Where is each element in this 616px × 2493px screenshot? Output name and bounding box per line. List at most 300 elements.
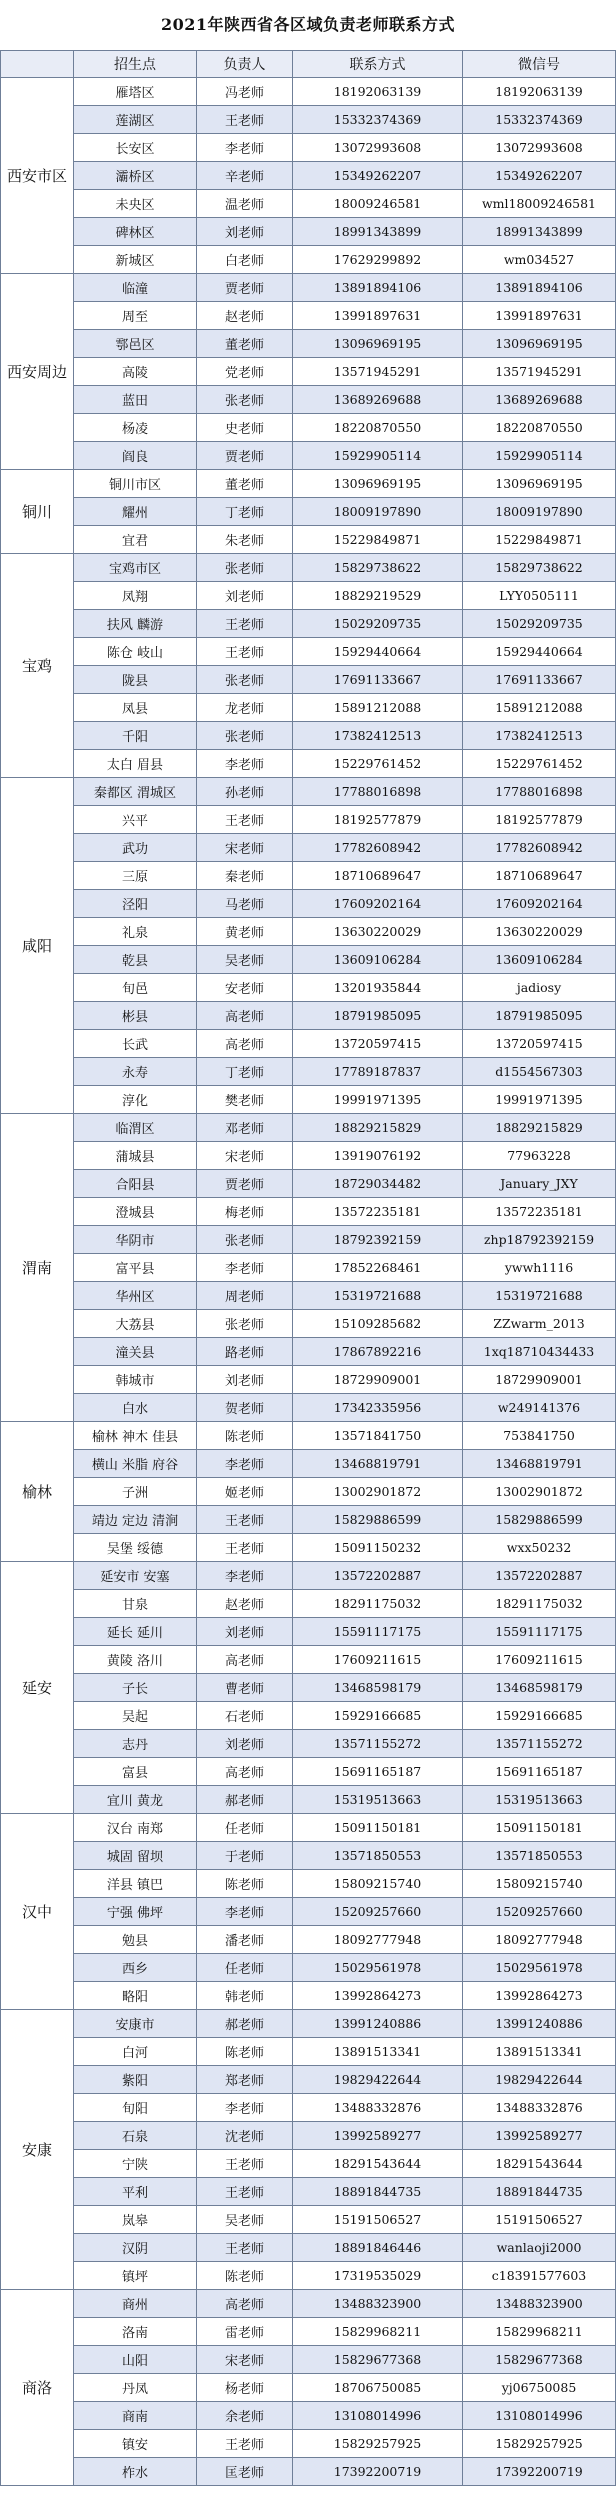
table-row xyxy=(1,190,616,218)
enrollment-point-cell: 靖边 定边 清涧 xyxy=(74,1506,197,1534)
phone-cell: 18729034482 xyxy=(293,1170,463,1198)
phone-cell: 13201935844 xyxy=(293,974,463,1002)
wechat-cell: 15691165187 xyxy=(463,1758,616,1786)
phone-cell: 13096969195 xyxy=(293,330,463,358)
table-row xyxy=(1,1338,616,1366)
phone-cell: 17392200719 xyxy=(293,2458,463,2486)
table-row xyxy=(1,1758,616,1786)
contact-person-cell: 温老师 xyxy=(197,190,293,218)
wechat-cell: 15829886599 xyxy=(463,1506,616,1534)
table-row xyxy=(1,638,616,666)
table-row xyxy=(1,218,616,246)
enrollment-point-cell: 商南 xyxy=(74,2402,197,2430)
table-row xyxy=(1,1870,616,1898)
phone-cell: 19829422644 xyxy=(293,2066,463,2094)
contact-person-cell: 余老师 xyxy=(197,2402,293,2430)
table-row xyxy=(1,1310,616,1338)
enrollment-point-cell: 柞水 xyxy=(74,2458,197,2486)
contact-person-cell: 韩老师 xyxy=(197,1982,293,2010)
contact-person-cell: 陈老师 xyxy=(197,2038,293,2066)
enrollment-point-cell: 未央区 xyxy=(74,190,197,218)
contact-person-cell: 王老师 xyxy=(197,2150,293,2178)
contact-person-cell: 石老师 xyxy=(197,1702,293,1730)
phone-cell: 18710689647 xyxy=(293,862,463,890)
contact-person-cell: 李老师 xyxy=(197,2094,293,2122)
phone-cell: 15109285682 xyxy=(293,1310,463,1338)
table-row xyxy=(1,1030,616,1058)
contact-table xyxy=(0,50,616,2486)
wechat-cell: 15229849871 xyxy=(463,526,616,554)
contact-person-cell: 王老师 xyxy=(197,1534,293,1562)
region-cell: 安康 xyxy=(1,2010,74,2290)
table-row xyxy=(1,1786,616,1814)
table-row xyxy=(1,1842,616,1870)
contact-person-cell: 张老师 xyxy=(197,554,293,582)
wechat-cell: 15829257925 xyxy=(463,2430,616,2458)
wechat-cell: 15091150181 xyxy=(463,1814,616,1842)
phone-cell: 15029209735 xyxy=(293,610,463,638)
table-row xyxy=(1,2458,616,2486)
contact-person-cell: 马老师 xyxy=(197,890,293,918)
enrollment-point-cell: 镇坪 xyxy=(74,2262,197,2290)
phone-cell: 13571155272 xyxy=(293,1730,463,1758)
contact-person-cell: 任老师 xyxy=(197,1814,293,1842)
table-body xyxy=(1,78,616,2486)
wechat-cell: 15591117175 xyxy=(463,1618,616,1646)
table-row xyxy=(1,778,616,806)
phone-cell: 17382412513 xyxy=(293,722,463,750)
contact-person-cell: 曹老师 xyxy=(197,1674,293,1702)
table-row xyxy=(1,386,616,414)
contact-person-cell: 高老师 xyxy=(197,1758,293,1786)
phone-cell: 17609211615 xyxy=(293,1646,463,1674)
enrollment-point-cell: 丹凤 xyxy=(74,2374,197,2402)
contact-person-cell: 王老师 xyxy=(197,638,293,666)
contact-person-cell: 张老师 xyxy=(197,386,293,414)
wechat-cell: 17788016898 xyxy=(463,778,616,806)
table-row xyxy=(1,1506,616,1534)
enrollment-point-cell: 千阳 xyxy=(74,722,197,750)
table-row xyxy=(1,694,616,722)
wechat-cell: 13572235181 xyxy=(463,1198,616,1226)
table-row xyxy=(1,1618,616,1646)
table-row xyxy=(1,1926,616,1954)
phone-cell: 18291543644 xyxy=(293,2150,463,2178)
table-row xyxy=(1,806,616,834)
wechat-cell: 1xq18710434433 xyxy=(463,1338,616,1366)
table-row xyxy=(1,2122,616,2150)
enrollment-point-cell: 洋县 镇巴 xyxy=(74,1870,197,1898)
wechat-cell: 13468598179 xyxy=(463,1674,616,1702)
wechat-cell: 13571850553 xyxy=(463,1842,616,1870)
wechat-cell: 13096969195 xyxy=(463,470,616,498)
enrollment-point-cell: 凤县 xyxy=(74,694,197,722)
phone-cell: 13488323900 xyxy=(293,2290,463,2318)
wechat-cell: wanlaoji2000 xyxy=(463,2234,616,2262)
enrollment-point-cell: 西乡 xyxy=(74,1954,197,1982)
region-cell: 铜川 xyxy=(1,470,74,554)
contact-person-cell: 匡老师 xyxy=(197,2458,293,2486)
contact-person-cell: 秦老师 xyxy=(197,862,293,890)
phone-cell: 15349262207 xyxy=(293,162,463,190)
enrollment-point-cell: 三原 xyxy=(74,862,197,890)
enrollment-point-cell: 华阴市 xyxy=(74,1226,197,1254)
wechat-cell: 18009197890 xyxy=(463,498,616,526)
wechat-cell: w249141376 xyxy=(463,1394,616,1422)
enrollment-point-cell: 永寿 xyxy=(74,1058,197,1086)
enrollment-point-cell: 石泉 xyxy=(74,2122,197,2150)
table-row xyxy=(1,862,616,890)
table-row xyxy=(1,918,616,946)
phone-cell: 15891212088 xyxy=(293,694,463,722)
enrollment-point-cell: 宁陕 xyxy=(74,2150,197,2178)
table-row xyxy=(1,302,616,330)
enrollment-point-cell: 宝鸡市区 xyxy=(74,554,197,582)
wechat-cell: 18991343899 xyxy=(463,218,616,246)
enrollment-point-cell: 武功 xyxy=(74,834,197,862)
phone-cell: 18991343899 xyxy=(293,218,463,246)
wechat-cell: 13468819791 xyxy=(463,1450,616,1478)
wechat-cell: 13096969195 xyxy=(463,330,616,358)
contact-person-cell: 吴老师 xyxy=(197,946,293,974)
contact-person-cell: 高老师 xyxy=(197,1646,293,1674)
contact-person-cell: 高老师 xyxy=(197,1030,293,1058)
table-row xyxy=(1,134,616,162)
contact-person-cell: 张老师 xyxy=(197,1310,293,1338)
table-row xyxy=(1,1730,616,1758)
table-row xyxy=(1,2178,616,2206)
wechat-cell: yj06750085 xyxy=(463,2374,616,2402)
enrollment-point-cell: 吴堡 绥德 xyxy=(74,1534,197,1562)
enrollment-point-cell: 略阳 xyxy=(74,1982,197,2010)
enrollment-point-cell: 乾县 xyxy=(74,946,197,974)
table-header-row xyxy=(1,51,616,78)
contact-person-cell: 贺老师 xyxy=(197,1394,293,1422)
contact-person-cell: 李老师 xyxy=(197,134,293,162)
enrollment-point-cell: 合阳县 xyxy=(74,1170,197,1198)
header-phone: 联系方式 xyxy=(293,51,463,78)
wechat-cell: 18092777948 xyxy=(463,1926,616,1954)
page-title: 2021年陕西省各区域负责老师联系方式 xyxy=(160,15,456,34)
phone-cell: 15191506527 xyxy=(293,2206,463,2234)
enrollment-point-cell: 华州区 xyxy=(74,1282,197,1310)
wechat-cell: 15229761452 xyxy=(463,750,616,778)
contact-person-cell: 贾老师 xyxy=(197,442,293,470)
table-row xyxy=(1,1058,616,1086)
enrollment-point-cell: 兴平 xyxy=(74,806,197,834)
table-row xyxy=(1,1198,616,1226)
enrollment-point-cell: 甘泉 xyxy=(74,1590,197,1618)
phone-cell: 18792392159 xyxy=(293,1226,463,1254)
contact-person-cell: 刘老师 xyxy=(197,218,293,246)
wechat-cell: 15349262207 xyxy=(463,162,616,190)
phone-cell: 17788016898 xyxy=(293,778,463,806)
table-row xyxy=(1,470,616,498)
phone-cell: 13891894106 xyxy=(293,274,463,302)
phone-cell: 15332374369 xyxy=(293,106,463,134)
contact-person-cell: 张老师 xyxy=(197,722,293,750)
enrollment-point-cell: 陇县 xyxy=(74,666,197,694)
enrollment-point-cell: 勉县 xyxy=(74,1926,197,1954)
table-row xyxy=(1,2150,616,2178)
wechat-cell: jadiosy xyxy=(463,974,616,1002)
contact-person-cell: 路老师 xyxy=(197,1338,293,1366)
contact-person-cell: 王老师 xyxy=(197,2234,293,2262)
contact-person-cell: 史老师 xyxy=(197,414,293,442)
enrollment-point-cell: 秦都区 渭城区 xyxy=(74,778,197,806)
enrollment-point-cell: 子洲 xyxy=(74,1478,197,1506)
enrollment-point-cell: 澄城县 xyxy=(74,1198,197,1226)
table-row xyxy=(1,274,616,302)
wechat-cell: 15929166685 xyxy=(463,1702,616,1730)
wechat-cell: 13991240886 xyxy=(463,2010,616,2038)
wechat-cell: wm034527 xyxy=(463,246,616,274)
enrollment-point-cell: 礼泉 xyxy=(74,918,197,946)
enrollment-point-cell: 延长 延川 xyxy=(74,1618,197,1646)
wechat-cell: d1554567303 xyxy=(463,1058,616,1086)
phone-cell: 17342335956 xyxy=(293,1394,463,1422)
phone-cell: 18220870550 xyxy=(293,414,463,442)
wechat-cell: zhp18792392159 xyxy=(463,1226,616,1254)
table-row xyxy=(1,2262,616,2290)
contact-person-cell: 孙老师 xyxy=(197,778,293,806)
enrollment-point-cell: 淳化 xyxy=(74,1086,197,1114)
contact-person-cell: 白老师 xyxy=(197,246,293,274)
wechat-cell: 13720597415 xyxy=(463,1030,616,1058)
enrollment-point-cell: 临渭区 xyxy=(74,1114,197,1142)
contact-person-cell: 刘老师 xyxy=(197,1366,293,1394)
contact-person-cell: 王老师 xyxy=(197,106,293,134)
wechat-cell: 17609211615 xyxy=(463,1646,616,1674)
enrollment-point-cell: 镇安 xyxy=(74,2430,197,2458)
enrollment-point-cell: 铜川市区 xyxy=(74,470,197,498)
contact-person-cell: 刘老师 xyxy=(197,582,293,610)
contact-person-cell: 任老师 xyxy=(197,1954,293,1982)
contact-person-cell: 陈老师 xyxy=(197,1870,293,1898)
table-row xyxy=(1,1450,616,1478)
wechat-cell: 13891894106 xyxy=(463,274,616,302)
wechat-cell: 18791985095 xyxy=(463,1002,616,1030)
enrollment-point-cell: 泾阳 xyxy=(74,890,197,918)
table-row xyxy=(1,2346,616,2374)
enrollment-point-cell: 宁强 佛坪 xyxy=(74,1898,197,1926)
enrollment-point-cell: 白河 xyxy=(74,2038,197,2066)
table-row xyxy=(1,974,616,1002)
enrollment-point-cell: 白水 xyxy=(74,1394,197,1422)
phone-cell: 15229849871 xyxy=(293,526,463,554)
table-row xyxy=(1,162,616,190)
phone-cell: 17789187837 xyxy=(293,1058,463,1086)
table-row xyxy=(1,414,616,442)
phone-cell: 18009246581 xyxy=(293,190,463,218)
table-row xyxy=(1,2402,616,2430)
contact-person-cell: 邓老师 xyxy=(197,1114,293,1142)
enrollment-point-cell: 黄陵 洛川 xyxy=(74,1646,197,1674)
wechat-cell: 19991971395 xyxy=(463,1086,616,1114)
enrollment-point-cell: 富平县 xyxy=(74,1254,197,1282)
enrollment-point-cell: 洛南 xyxy=(74,2318,197,2346)
phone-cell: 17319535029 xyxy=(293,2262,463,2290)
enrollment-point-cell: 阎良 xyxy=(74,442,197,470)
table-row xyxy=(1,1954,616,1982)
contact-person-cell: 辛老师 xyxy=(197,162,293,190)
contact-person-cell: 安老师 xyxy=(197,974,293,1002)
phone-cell: 15091150181 xyxy=(293,1814,463,1842)
wechat-cell: c18391577603 xyxy=(463,2262,616,2290)
phone-cell: 15029561978 xyxy=(293,1954,463,1982)
enrollment-point-cell: 横山 米脂 府谷 xyxy=(74,1450,197,1478)
table-row xyxy=(1,2038,616,2066)
table-row xyxy=(1,722,616,750)
enrollment-point-cell: 富县 xyxy=(74,1758,197,1786)
contact-person-cell: 董老师 xyxy=(197,470,293,498)
contact-person-cell: 宋老师 xyxy=(197,834,293,862)
phone-cell: 17782608942 xyxy=(293,834,463,862)
enrollment-point-cell: 杨凌 xyxy=(74,414,197,442)
wechat-cell: 19829422644 xyxy=(463,2066,616,2094)
contact-person-cell: 王老师 xyxy=(197,1506,293,1534)
table-row xyxy=(1,1114,616,1142)
phone-cell: 13609106284 xyxy=(293,946,463,974)
table-row xyxy=(1,1674,616,1702)
table-row xyxy=(1,554,616,582)
contact-person-cell: 高老师 xyxy=(197,1002,293,1030)
table-row xyxy=(1,1702,616,1730)
enrollment-point-cell: 紫阳 xyxy=(74,2066,197,2094)
enrollment-point-cell: 商州 xyxy=(74,2290,197,2318)
table-row xyxy=(1,526,616,554)
wechat-cell: 15829968211 xyxy=(463,2318,616,2346)
wechat-cell: 18220870550 xyxy=(463,414,616,442)
table-row xyxy=(1,2206,616,2234)
enrollment-point-cell: 莲湖区 xyxy=(74,106,197,134)
table-row xyxy=(1,666,616,694)
wechat-cell: 15029561978 xyxy=(463,1954,616,1982)
contact-person-cell: 李老师 xyxy=(197,1450,293,1478)
contact-person-cell: 潘老师 xyxy=(197,1926,293,1954)
phone-cell: 17609202164 xyxy=(293,890,463,918)
contact-person-cell: 宋老师 xyxy=(197,2346,293,2374)
contact-person-cell: 陈老师 xyxy=(197,1422,293,1450)
region-cell: 宝鸡 xyxy=(1,554,74,778)
table-row xyxy=(1,1562,616,1590)
table-row xyxy=(1,946,616,974)
wechat-cell: 15829677368 xyxy=(463,2346,616,2374)
enrollment-point-cell: 延安市 安塞 xyxy=(74,1562,197,1590)
contact-person-cell: 张老师 xyxy=(197,1226,293,1254)
phone-cell: 15829677368 xyxy=(293,2346,463,2374)
contact-person-cell: 郝老师 xyxy=(197,2010,293,2038)
wechat-cell: 18891844735 xyxy=(463,2178,616,2206)
contact-person-cell: 刘老师 xyxy=(197,1730,293,1758)
wechat-cell: 18291175032 xyxy=(463,1590,616,1618)
contact-person-cell: 梅老师 xyxy=(197,1198,293,1226)
enrollment-point-cell: 蒲城县 xyxy=(74,1142,197,1170)
enrollment-point-cell: 太白 眉县 xyxy=(74,750,197,778)
phone-cell: 18192577879 xyxy=(293,806,463,834)
wechat-cell: 17609202164 xyxy=(463,890,616,918)
table-row xyxy=(1,1366,616,1394)
wechat-cell: 13108014996 xyxy=(463,2402,616,2430)
contact-person-cell: 樊老师 xyxy=(197,1086,293,1114)
enrollment-point-cell: 彬县 xyxy=(74,1002,197,1030)
phone-cell: 15691165187 xyxy=(293,1758,463,1786)
table-row xyxy=(1,2290,616,2318)
enrollment-point-cell: 安康市 xyxy=(74,2010,197,2038)
wechat-cell: 18729909001 xyxy=(463,1366,616,1394)
wechat-cell: 77963228 xyxy=(463,1142,616,1170)
table-row xyxy=(1,2430,616,2458)
contact-person-cell: 郑老师 xyxy=(197,2066,293,2094)
phone-cell: 13720597415 xyxy=(293,1030,463,1058)
wechat-cell: 17782608942 xyxy=(463,834,616,862)
enrollment-point-cell: 临潼 xyxy=(74,274,197,302)
enrollment-point-cell: 吴起 xyxy=(74,1702,197,1730)
phone-cell: 15229761452 xyxy=(293,750,463,778)
enrollment-point-cell: 陈仓 岐山 xyxy=(74,638,197,666)
wechat-cell: 13992589277 xyxy=(463,2122,616,2150)
contact-person-cell: 陈老师 xyxy=(197,2262,293,2290)
wechat-cell: wml18009246581 xyxy=(463,190,616,218)
phone-cell: 13991897631 xyxy=(293,302,463,330)
phone-cell: 13096969195 xyxy=(293,470,463,498)
wechat-cell: 13072993608 xyxy=(463,134,616,162)
contact-person-cell: 吴老师 xyxy=(197,2206,293,2234)
contact-person-cell: 王老师 xyxy=(197,806,293,834)
table-row xyxy=(1,442,616,470)
table-row xyxy=(1,2066,616,2094)
table-row xyxy=(1,498,616,526)
enrollment-point-cell: 榆林 神木 佳县 xyxy=(74,1422,197,1450)
phone-cell: 17629299892 xyxy=(293,246,463,274)
wechat-cell: ZZwarm_2013 xyxy=(463,1310,616,1338)
phone-cell: 13572202887 xyxy=(293,1562,463,1590)
wechat-cell: 17691133667 xyxy=(463,666,616,694)
enrollment-point-cell: 长安区 xyxy=(74,134,197,162)
phone-cell: 15091150232 xyxy=(293,1534,463,1562)
region-cell: 西安周边 xyxy=(1,274,74,470)
phone-cell: 13689269688 xyxy=(293,386,463,414)
wechat-cell: 15332374369 xyxy=(463,106,616,134)
wechat-cell: 15929440664 xyxy=(463,638,616,666)
phone-cell: 17691133667 xyxy=(293,666,463,694)
wechat-cell: 15829738622 xyxy=(463,554,616,582)
phone-cell: 17867892216 xyxy=(293,1338,463,1366)
phone-cell: 13002901872 xyxy=(293,1478,463,1506)
wechat-cell: 15809215740 xyxy=(463,1870,616,1898)
contact-person-cell: 丁老师 xyxy=(197,1058,293,1086)
wechat-cell: 13689269688 xyxy=(463,386,616,414)
contact-person-cell: 沈老师 xyxy=(197,2122,293,2150)
phone-cell: 13468819791 xyxy=(293,1450,463,1478)
wechat-cell: wxx50232 xyxy=(463,1534,616,1562)
phone-cell: 15929166685 xyxy=(293,1702,463,1730)
enrollment-point-cell: 城固 留坝 xyxy=(74,1842,197,1870)
header-contact-person: 负责人 xyxy=(197,51,293,78)
wechat-cell: 18192063139 xyxy=(463,78,616,106)
contact-person-cell: 刘老师 xyxy=(197,1618,293,1646)
enrollment-point-cell: 长武 xyxy=(74,1030,197,1058)
enrollment-point-cell: 志丹 xyxy=(74,1730,197,1758)
region-cell: 咸阳 xyxy=(1,778,74,1114)
table-row xyxy=(1,1478,616,1506)
contact-person-cell: 王老师 xyxy=(197,610,293,638)
wechat-cell: 13488332876 xyxy=(463,2094,616,2122)
region-cell: 商洛 xyxy=(1,2290,74,2486)
phone-cell: 18192063139 xyxy=(293,78,463,106)
table-row xyxy=(1,750,616,778)
phone-cell: 15929905114 xyxy=(293,442,463,470)
